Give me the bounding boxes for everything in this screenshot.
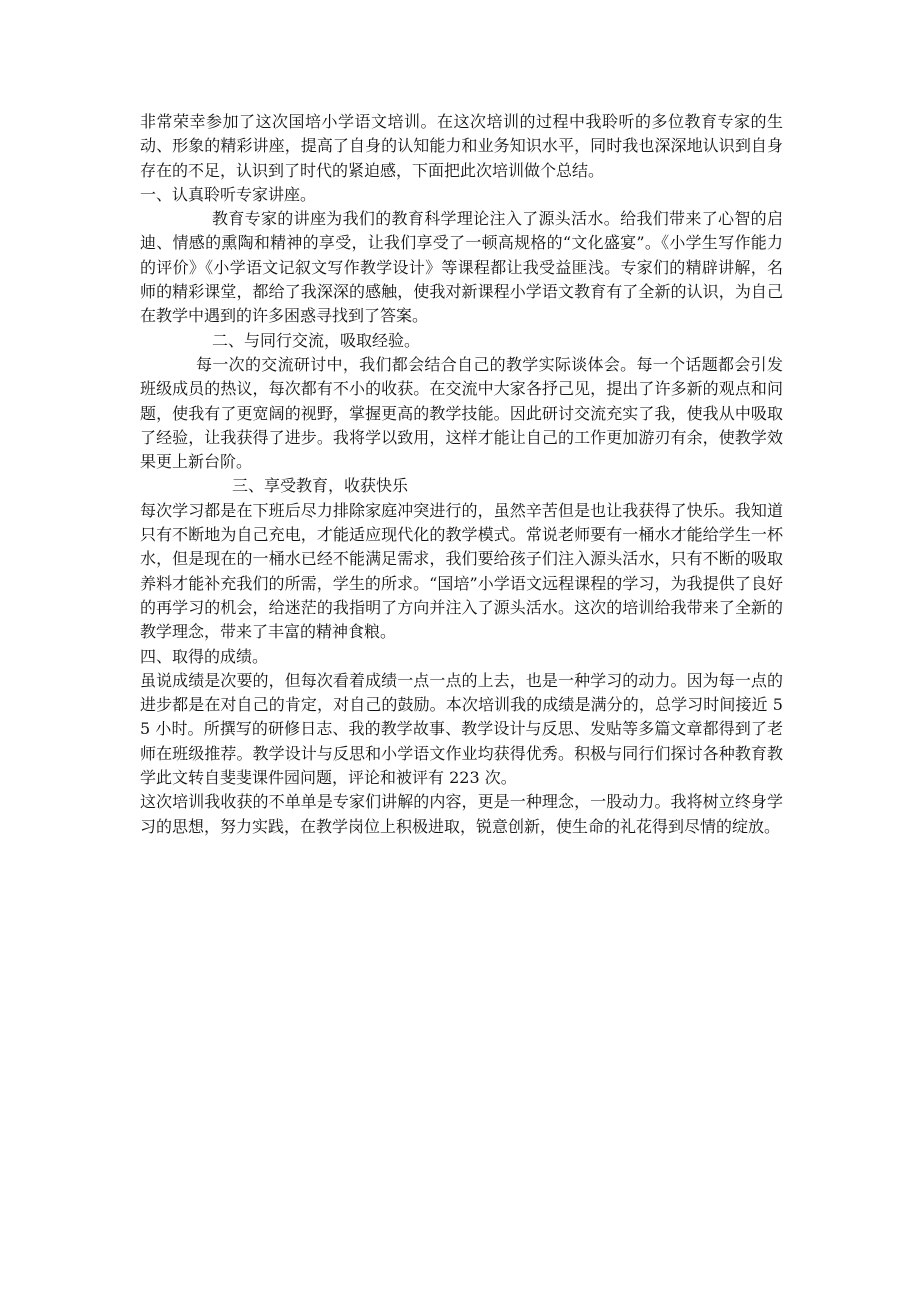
section3-heading: 三、享受教育，收获快乐	[232, 476, 409, 496]
section4-paragraph: 虽说成绩是次要的，但每次看着成绩一点一点的上去，也是一种学习的动力。因为每一点的进步都是在对自己的肯定，对自己的鼓励。本次培训我的成绩是满分的，总学习时间接近 55 小时。所撰写的研修日志、我的教学故事、教学设计与反思、发贴等多篇文章都得到了老师在班级推荐。教学设计与反思和小学语文作业均获得优秀。积极与同行们探讨各种教育教学此文转自斐斐课件园问题，评论和被评有 223 次。	[140, 670, 783, 788]
section2-heading: 二、与同行交流，吸取经验。	[212, 330, 421, 350]
section4-heading: 四、取得的成绩。	[140, 646, 269, 666]
intro-paragraph: 非常荣幸参加了这次国培小学语文培训。在这次培训的过程中我聆听的多位教育专家的生动、形象的精彩讲座，提高了自身的认知能力和业务知识水平，同时我也深深地认识到自身存在的不足，认识到了时代的紧迫感，下面把此次培训做个总结。	[140, 112, 783, 180]
section1-heading: 一、认真聆听专家讲座。	[140, 184, 317, 204]
section1-paragraph: 教育专家的讲座为我们的教育科学理论注入了源头活水。给我们带来了心智的启迪、情感的熏陶和精神的享受，让我们享受了一顿高规格的“文化盛宴”。《小学生写作能力的评价》《小学语文记叙文写作教学设计》等课程都让我受益匪浅。专家们的精辟讲解，名师的精彩课堂，都给了我深深的感触，使我对新课程小学语文教育有了全新的认识，为自己在教学中遇到的许多困惑寻找到了答案。	[140, 209, 783, 326]
closing-paragraph: 这次培训我收获的不单单是专家们讲解的内容，更是一种理念，一股动力。我将树立终身学习的思想，努力实践，在教学岗位上积极进取，锐意创新，使生命的礼花得到尽情的绽放。	[140, 792, 783, 836]
section3-paragraph: 每次学习都是在下班后尽力排除家庭冲突进行的，虽然辛苦但是也让我获得了快乐。我知道只有不断地为自己充电，才能适应现代化的教学模式。常说老师要有一桶水才能给学生一杯水，但是现在的一桶水已经不能满足需求，我们要给孩子们注入源头活水，只有不断的吸取养料才能补充我们的所需，学生的所求。“国培”小学语文远程课程的学习，为我提供了良好的再学习的机会，给迷茫的我指明了方向并注入了源头活水。这次的培训给我带来了全新的教学理念，带来了丰富的精神食粮。	[140, 500, 783, 642]
document-body	[140, 110, 783, 839]
section2-paragraph: 每一次的交流研讨中，我们都会结合自己的教学实际谈体会。每一个话题都会引发班级成员的热议，每次都有不小的收获。在交流中大家各抒己见，提出了许多新的观点和问题，使我有了更宽阔的视野，掌握更高的教学技能。因此研讨交流充实了我，使我从中吸取了经验，让我获得了进步。我将学以致用，这样才能让自己的工作更加游刃有余，使教学效果更上新台阶。	[140, 354, 783, 472]
